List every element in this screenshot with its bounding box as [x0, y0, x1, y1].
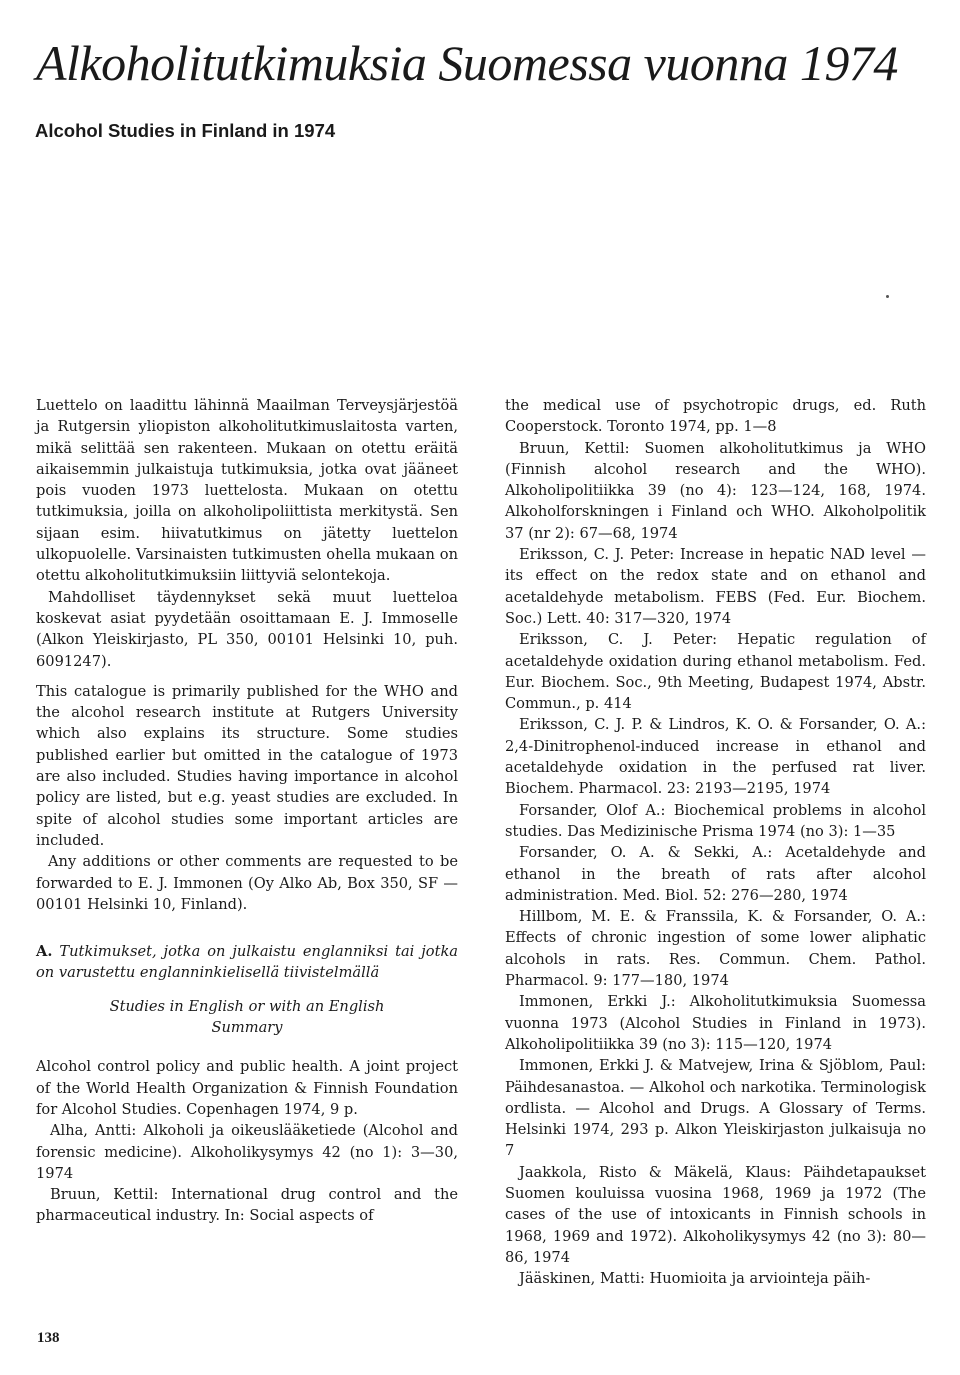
section-letter: A.	[36, 943, 53, 961]
reference-entry: Jääskinen, Matti: Huomioita ja arviointeja päih-	[519, 1270, 871, 1288]
section-subheading	[36, 996, 458, 1039]
subheading-line-2: Summary	[211, 1019, 283, 1037]
page-number: 138	[37, 1330, 60, 1346]
reference-entry: Alcohol control policy and public health. A joint project of the World Health Organization & Finnish Foundation for Alcohol Studies. Copenhagen 1974, 9 p.	[36, 1058, 458, 1118]
right-column	[505, 395, 926, 1289]
reference-entry: Hillbom, M. E. & Franssila, K. & Forsander, O. A.: Effects of chronic ingestion of some lower aliphatic alcohols in rats. Res. Commun. Chem. Pathol. Pharmacol. 9: 177—180, 1974	[505, 908, 926, 990]
reference-entry: Forsander, Olof A.: Biochemical problems in alcohol studies. Das Medizinische Prisma 1974 (no 3): 1—35	[505, 801, 926, 840]
reference-entry: Bruun, Kettil: Suomen alkoholitutkimus ja WHO (Finnish alcohol research and the WHO). Alkoholipolitiikka 39 (no 4): 123—124, 168, 1974. Alkoholforskningen i Finland och WHO. Alkoholpolitik 37 (nr 2): 67—68, 1974	[505, 439, 926, 542]
section-heading-text: Tutkimukset, jotka on julkaistu englanniksi tai jotka on varustettu englanninkielisellä tiivistelmällä	[36, 943, 458, 982]
intro-finnish-paragraph-2: Mahdolliset täydennykset sekä muut luetteloa koskevat asiat pyydetään osoittamaan E. J. Immoselle (Alkon Yleiskirjasto, PL 350, 00101 Helsinki 10, puh. 6091247).	[36, 588, 458, 670]
section-a-heading	[36, 941, 458, 984]
spacer	[36, 915, 458, 941]
intro-finnish-paragraph-1: Luettelo on laadittu lähinnä Maailman Terveysjärjestöä ja Rutgersin yliopiston alkoholitutkimuslaitosta varten, mikä selittää sen rakenteen. Mukaan on otettu eräitä aikaisemmin julkaistuja tutkimuksia, jotka ovat jääneet pois vuoden 1973 luettelosta. Mukaan on otettu tutkimuksia, joilla on alkoholipoliittista merkitystä. Sen sijaan esim. hiivatutkimus on jätetty luettelon ulkopuolelle. Varsinaisten tutkimusten ohella mukaan on otettu alkoholitutkimuksiin liittyviä selontekoja.	[36, 397, 458, 585]
reference-continuation: the medical use of psychotropic drugs, ed. Ruth Cooperstock. Toronto 1974, pp. 1—8	[505, 397, 926, 436]
reference-entry: Immonen, Erkki J.: Alkoholitutkimuksia Suomessa vuonna 1973 (Alcohol Studies in Finland in 1973). Alkoholipolitiikka 39 (no 3): 115—120, 1974	[505, 993, 926, 1053]
reference-entry: Forsander, O. A. & Sekki, A.: Acetaldehyde and ethanol in the breath of rats after alcohol administration. Med. Biol. 52: 276—280, 1974	[505, 844, 926, 904]
intro-english-paragraph-2: Any additions or other comments are requested to be forwarded to E. J. Immonen (Oy Alko Ab, Box 350, SF — 00101 Helsinki 10, Finland).	[36, 853, 458, 913]
reference-entry: Bruun, Kettil: International drug control and the pharmaceutical industry. In: Social aspects of	[36, 1186, 458, 1225]
subheading-line-1: Studies in English or with an English	[109, 997, 385, 1015]
reference-entry: Eriksson, C. J. Peter: Hepatic regulation of acetaldehyde oxidation during ethanol metabolism. Fed. Eur. Biochem. Soc., 9th Meeting, Budapest 1974, Abstr. Commun., p. 414	[505, 631, 926, 713]
reference-entry: Eriksson, C. J. Peter: Increase in hepatic NAD level — its effect on the redox state and on ethanol and acetaldehyde metabolism. FEBS (Fed. Eur. Biochem. Soc.) Lett. 40: 317—320, 1974	[505, 546, 926, 627]
reference-entry: Alha, Antti: Alkoholi ja oikeuslääketiede (Alcohol and forensic medicine). Alkoholikysymys 42 (no 1): 3—30, 1974	[36, 1122, 458, 1182]
reference-entry: Jaakkola, Risto & Mäkelä, Klaus: Päihdetapaukset Suomen kouluissa vuosina 1968, 1969 ja 1972 (The cases of the use of intoxicants in Finnish schools in 1968, 1969 and 1972). Alkoholikysymys 42 (no 3): 80—86, 1974	[505, 1163, 926, 1266]
reference-entry: Eriksson, C. J. P. & Lindros, K. O. & Forsander, O. A.: 2,4-Dinitrophenol-induced increase in ethanol and acetaldehyde oxidation in the perfused rat liver. Biochem. Pharmacol. 23: 2193—2195, 1974	[505, 716, 926, 798]
intro-english-paragraph-1: This catalogue is primarily published for the WHO and the alcohol research institute at Rutgers University which also explains its structure. Some studies published earlier but omitted in the catalogue of 1973 are also included. Studies having importance in alcohol policy are listed, but e.g. yeast studies are excluded. In spite of alcohol studies some important articles are included.	[36, 682, 458, 849]
page-title-english: Alcohol Studies in Finland in 1974	[35, 120, 336, 141]
spacer	[36, 672, 458, 681]
reference-entry: Immonen, Erkki J. & Matvejew, Irina & Sjöblom, Paul: Päihdesanastoa. — Alkohol och narkotika. Terminologisk ordlista. — Alcohol and Drugs. A Glossary of Terms. Helsinki 1974, 293 p. Alkon Yleiskirjaston julkaisuja no 7	[505, 1057, 926, 1160]
left-column	[36, 395, 458, 1227]
page-title-finnish: Alkoholitutkimuksia Suomessa vuonna 1974	[36, 35, 898, 91]
print-speck	[886, 295, 889, 298]
